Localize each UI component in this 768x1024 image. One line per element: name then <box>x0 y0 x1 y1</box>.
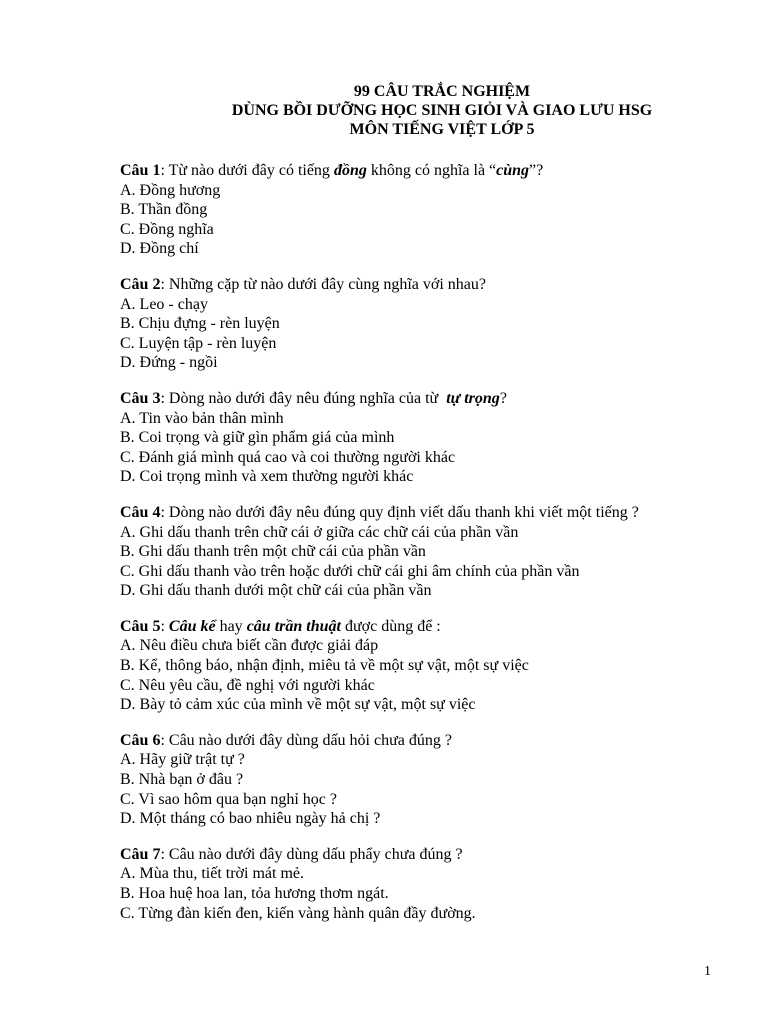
option-b: B. Thần đồng <box>120 201 208 219</box>
option-d: D. Đứng - ngồi <box>120 354 218 372</box>
option-c: C. Đồng nghĩa <box>120 220 214 238</box>
question-text: Câu 3: Dòng nào dưới đây nêu đúng nghĩa của từ tự trọng? <box>120 389 507 407</box>
question-text: Câu 7: Câu nào dưới đây dùng dấu phẩy chưa đúng ? <box>120 845 463 863</box>
option-c: C. Từng đàn kiến đen, kiến vàng hành quân đầy đường. <box>120 904 476 922</box>
question-5 <box>120 617 740 715</box>
question-label: Câu 4 <box>120 503 161 521</box>
option-d: D. Một tháng có bao nhiêu ngày hả chị ? <box>120 810 381 828</box>
option-c: C. Ghi dấu thanh vào trên hoặc dưới chữ cái ghi âm chính của phần vần <box>120 562 580 580</box>
option-d: D. Coi trọng mình và xem thường người khác <box>120 468 414 486</box>
emphasized-word: đồng <box>333 162 367 179</box>
question-text: Câu 6: Câu nào dưới đây dùng dấu hỏi chưa đúng ? <box>120 731 452 749</box>
question-text: Câu 5: Câu kể hay câu trần thuật được dùng để : <box>120 617 441 635</box>
option-a: A. Leo - chạy <box>120 295 208 313</box>
option-b: B. Hoa huệ hoa lan, tỏa hương thơm ngát. <box>120 885 389 902</box>
document-page <box>120 82 740 923</box>
option-b: B. Nhà bạn ở đâu ? <box>120 771 244 789</box>
question-label: Câu 3 <box>120 389 161 407</box>
option-d: D. Ghi dấu thanh dưới một chữ cái của phần vần <box>120 582 432 600</box>
option-a: A. Tin vào bản thân mình <box>120 409 284 427</box>
option-b: B. Ghi dấu thanh trên một chữ cái của phần vần <box>120 543 426 561</box>
question-label: Câu 2 <box>120 275 161 293</box>
option-a: A. Hãy giữ trật tự ? <box>120 751 245 769</box>
page-number: 1 <box>704 964 711 979</box>
option-a: A. Nêu điều chưa biết cần được giải đáp <box>120 637 379 655</box>
question-label: Câu 6 <box>120 731 161 749</box>
option-d: D. Đồng chí <box>120 240 199 258</box>
title-line-1: 99 CÂU TRẮC NGHIỆM <box>353 83 531 100</box>
question-text: Câu 1: Từ nào dưới đây có tiếng đồng không có nghĩa là “cùng”? <box>120 162 544 179</box>
option-b: B. Kể, thông báo, nhận định, miêu tả về một sự vật, một sự việc <box>120 657 529 675</box>
option-c: C. Đánh giá mình quá cao và coi thường người khác <box>120 448 456 466</box>
question-text: Câu 2: Những cặp từ nào dưới đây cùng nghĩa với nhau? <box>120 275 486 293</box>
option-c: C. Luyện tập - rèn luyện <box>120 334 277 352</box>
emphasized-word: câu trần thuật <box>246 617 341 635</box>
option-b: B. Coi trọng và giữ gìn phẩm giá của mình <box>120 429 395 447</box>
question-label: Câu 5 <box>120 617 161 635</box>
question-label: Câu 7 <box>120 845 161 863</box>
emphasized-word: cùng <box>496 162 530 179</box>
question-6 <box>120 731 740 829</box>
document-title <box>120 82 740 139</box>
option-d: D. Bày tỏ cảm xúc của mình về một sự vật, một sự việc <box>120 696 476 714</box>
question-1 <box>120 161 740 259</box>
question-7 <box>120 845 740 923</box>
emphasized-word: Câu kể <box>168 617 216 635</box>
option-a: A. Mùa thu, tiết trời mát mẻ. <box>120 865 304 883</box>
question-2 <box>120 275 740 373</box>
title-line-2: DÙNG BỒI DƯỠNG HỌC SINH GIỎI VÀ GIAO LƯU HSG <box>231 102 653 119</box>
option-b: B. Chịu đựng - rèn luyện <box>120 315 280 333</box>
option-c: C. Vì sao hôm qua bạn nghỉ học ? <box>120 790 338 808</box>
question-4 <box>120 503 740 601</box>
option-a: A. Đồng hương <box>120 181 221 199</box>
question-label: Câu 1 <box>120 162 161 179</box>
question-3 <box>120 389 740 487</box>
emphasized-word: tự trọng <box>446 389 500 407</box>
option-c: C. Nêu yêu cầu, đề nghị với người khác <box>120 676 375 694</box>
option-a: A. Ghi dấu thanh trên chữ cái ở giữa các chữ cái của phần vần <box>120 523 519 541</box>
title-line-3: MÔN TIẾNG VIỆT LỚP 5 <box>349 121 535 138</box>
question-text: Câu 4: Dòng nào dưới đây nêu đúng quy định viết dấu thanh khi viết một tiếng ? <box>120 503 639 521</box>
